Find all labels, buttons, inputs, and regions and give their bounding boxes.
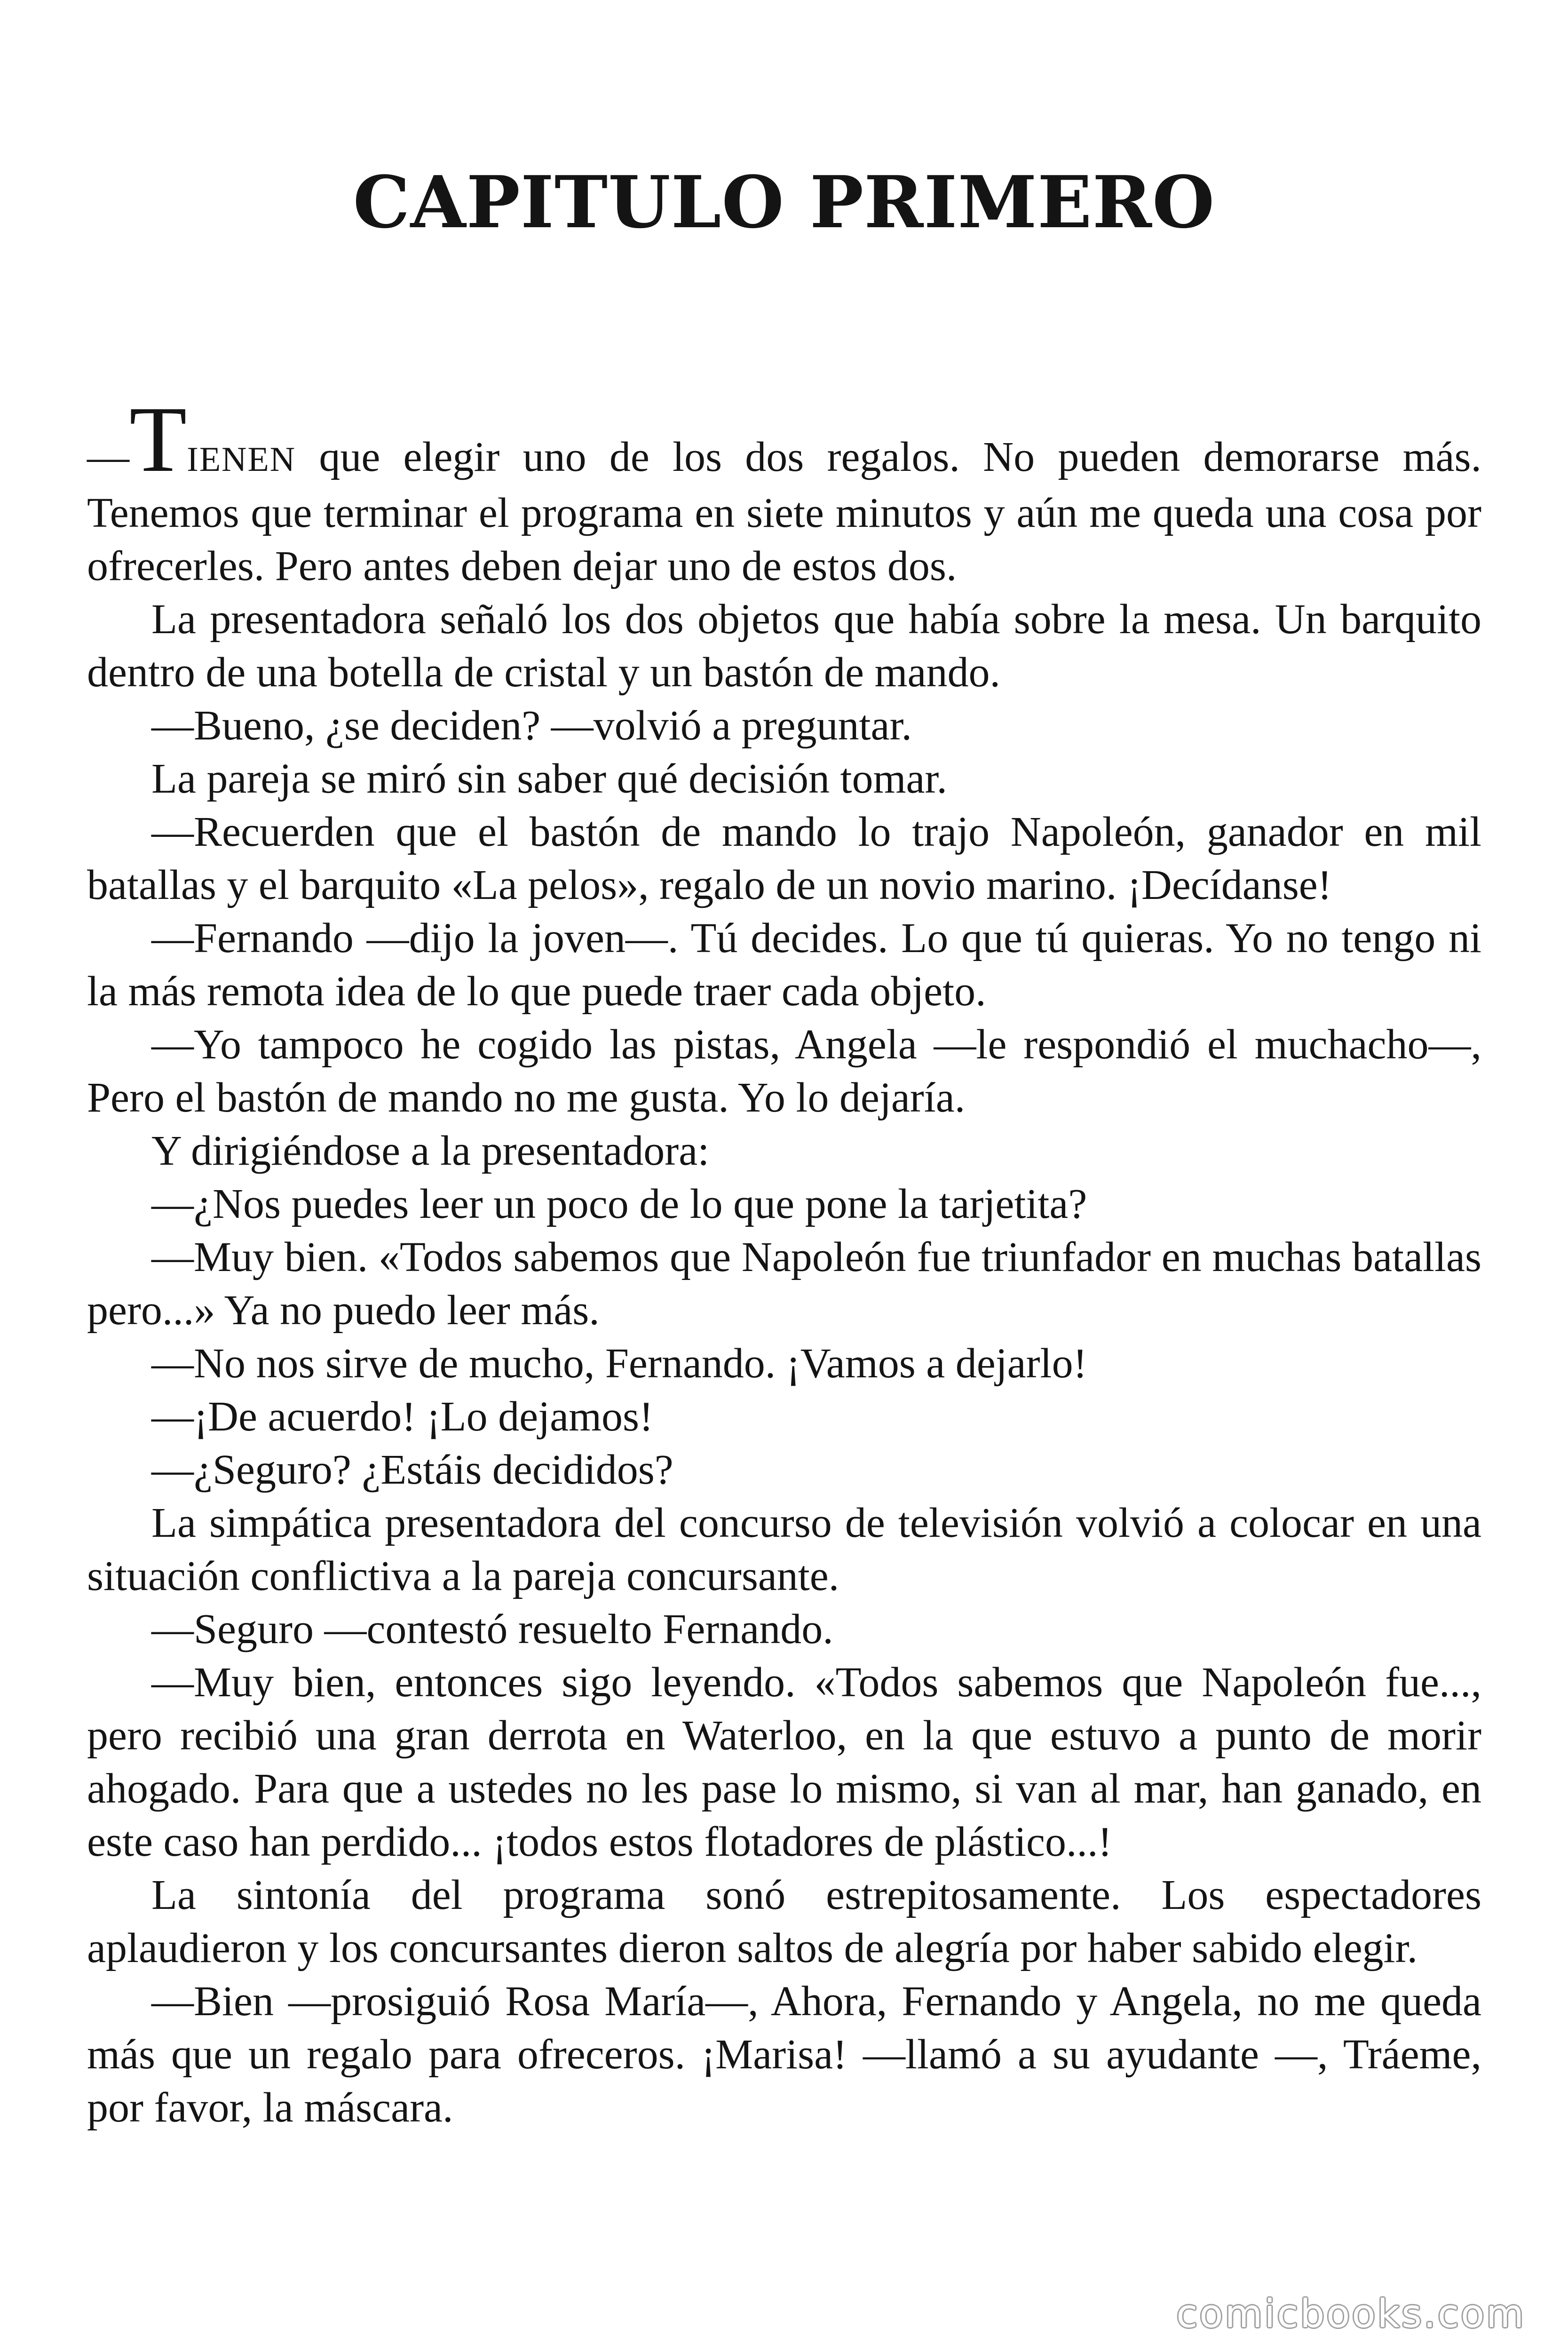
- paragraph: —No nos sirve de mucho, Fernando. ¡Vamos a dejarlo!: [151, 1340, 1087, 1387]
- paragraph: —Fernando —dijo la joven—. Tú decides. Lo que tú quieras. Yo no tengo ni la más remota idea de lo que puede traer cada objeto.: [87, 915, 1481, 1015]
- paragraph: —Recuerden que el bastón de mando lo trajo Napoleón, ganador en mil batallas y el barquito «La pelos», regalo de un novio marino. ¡Decídanse!: [87, 809, 1481, 908]
- opening-dash: —: [87, 434, 129, 480]
- opening-text: que elegir uno de los dos regalos. No pueden demorarse más. Tenemos que terminar el programa en siete minutos y aún me queda una cosa por ofrecerles. Pero antes deben dejar uno de estos dos.: [87, 434, 1481, 589]
- paragraph: —Seguro —contestó resuelto Fernando.: [151, 1606, 833, 1653]
- paragraph: Y dirigiéndose a la presentadora:: [151, 1128, 710, 1174]
- paragraph: La presentadora señaló los dos objetos que había sobre la mesa. Un barquito dentro de una botella de cristal y un bastón de mando.: [87, 596, 1481, 696]
- paragraph: —¿Seguro? ¿Estáis decididos?: [151, 1446, 673, 1493]
- paragraph: —Bueno, ¿se deciden? —volvió a preguntar.: [151, 702, 912, 749]
- paragraph: —¡De acuerdo! ¡Lo dejamos!: [151, 1393, 654, 1440]
- watermark: comicbooks.com: [1176, 2292, 1526, 2336]
- opening-smallcaps: IENEN: [187, 440, 296, 479]
- paragraph: La sintonía del programa sonó estrepitosamente. Los espectadores aplaudieron y los concursantes dieron saltos de alegría por haber sabido elegir.: [87, 1872, 1481, 1971]
- opening-paragraph: [87, 388, 1481, 593]
- paragraph: —Muy bien. «Todos sabemos que Napoleón fue triunfador en muchas batallas pero...» Ya no puedo leer más.: [87, 1234, 1481, 1334]
- chapter-body: [87, 388, 1481, 2134]
- chapter-title: CAPITULO PRIMERO: [353, 160, 1215, 244]
- paragraph: La simpática presentadora del concurso de televisión volvió a colocar en una situación conflictiva a la pareja concursante.: [87, 1500, 1481, 1599]
- paragraph: La pareja se miró sin saber qué decisión tomar.: [151, 755, 947, 802]
- drop-cap: T: [129, 388, 187, 492]
- paragraph: —Muy bien, entonces sigo leyendo. «Todos sabemos que Napoleón fue..., pero recibió una gran derrota en Waterloo, en la que estuvo a punto de morir ahogado. Para que a ustedes no les pase lo mismo, si van al mar, han ganado, en este caso han perdido... ¡todos estos flotadores de plástico...!: [87, 1659, 1481, 1865]
- paragraph: —Yo tampoco he cogido las pistas, Angela —le respondió el muchacho—, Pero el bastón de mando no me gusta. Yo lo dejaría.: [87, 1021, 1481, 1121]
- paragraph: —Bien —prosiguió Rosa María—, Ahora, Fernando y Angela, no me queda más que un regalo para ofreceros. ¡Marisa! —llamó a su ayudante —, Tráeme, por favor, la máscara.: [87, 1978, 1481, 2131]
- paragraph: —¿Nos puedes leer un poco de lo que pone la tarjetita?: [151, 1181, 1087, 1227]
